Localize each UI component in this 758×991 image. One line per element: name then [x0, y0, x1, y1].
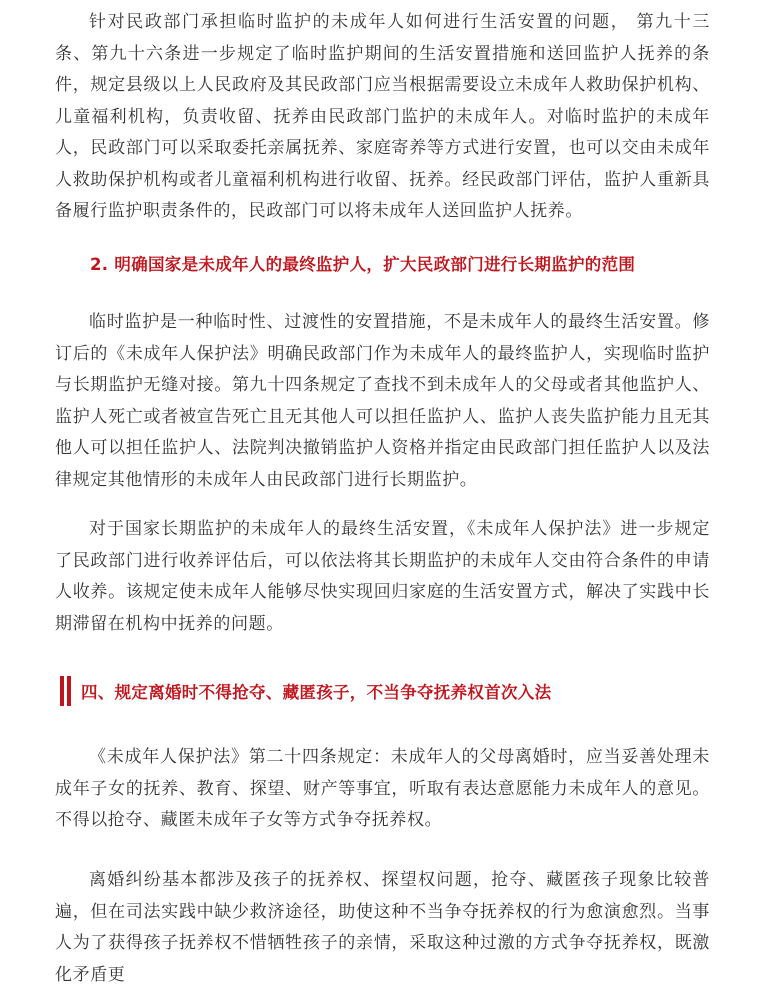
section-title: 四、规定离婚时不得抢夺、藏匿孩子，不当争夺抚养权首次入法 [81, 683, 552, 702]
subheading-state-final-guardian: 2. 明确国家是未成年人的最终监护人，扩大民政部门进行长期监护的范围 [90, 255, 636, 274]
paragraph-custody-disputes: 离婚纠纷基本都涉及孩子的抚养权、探望权问题，抢夺、藏匿孩子现象比较普遍，但在司法实践中缺少救济途径，助使这种不当争夺抚养权的行为愈演愈烈。当事人为了获得孩子抚养权不惜牺牲孩子的亲情，采取这种过激的方式争夺抚养权，既激化矛盾更 [55, 870, 710, 985]
paragraph-article-24: 《未成年人保护法》第二十四条规定：未成年人的父母离婚时，应当妥善处理未成年子女的抚养、教育、探望、财产等事宜，听取有表达意愿能力未成年人的意见。不得以抢夺、藏匿未成年子女等方式争夺抚养权。 [55, 747, 710, 830]
section-marker-bar-inner [67, 676, 71, 706]
paragraph-adoption-placement: 对于国家长期监护的未成年人的最终生活安置，《未成年人保护法》进一步规定了民政部门进行收养评估后，可以依法将其长期监护的未成年人交由符合条件的申请人收养。该规定使未成年人能够尽快实现回归家庭的生活安置方式，解决了实践中长期滞留在机构中抚养的问题。 [55, 519, 710, 634]
paragraph-long-term-guardianship: 临时监护是一种临时性、过渡性的安置措施，不是未成年人的最终生活安置。修订后的《未成年人保护法》明确民政部门作为未成年人的最终监护人，实现临时监护与长期监护无缝对接。第九十四条规定了查找不到未成年人的父母或者其他监护人、监护人死亡或者被宣告死亡且无其他人可以担任监护人、监护人丧失监护能力且无其他人可以担任监护人、法院判决撤销监护人资格并指定由民政部门担任监护人以及法律规定其他情形的未成年人由民政部门进行长期监护。 [55, 312, 710, 490]
paragraph-temporary-guardianship-placement: 针对民政部门承担临时监护的未成年人如何进行生活安置的问题， 第九十三条、第九十六条进一步规定了临时监护期间的生活安置措施和送回监护人抚养的条件，规定县级以上人民政府及其民政部门应当根据需要设立未成年人救助保护机构、儿童福利机构，负责收留、抚养由民政部门监护的未成年人。对临时监护的未成年人，民政部门可以采取委托亲属抚养、家庭寄养等方式进行安置，也可以交由未成年人救助保护机构或者儿童福利机构进行收留、抚养。经民政部门评估，监护人重新具备履行监护职责条件的，民政部门可以将未成年人送回监护人抚养。 [55, 12, 710, 221]
section-heading-divorce [60, 676, 720, 706]
